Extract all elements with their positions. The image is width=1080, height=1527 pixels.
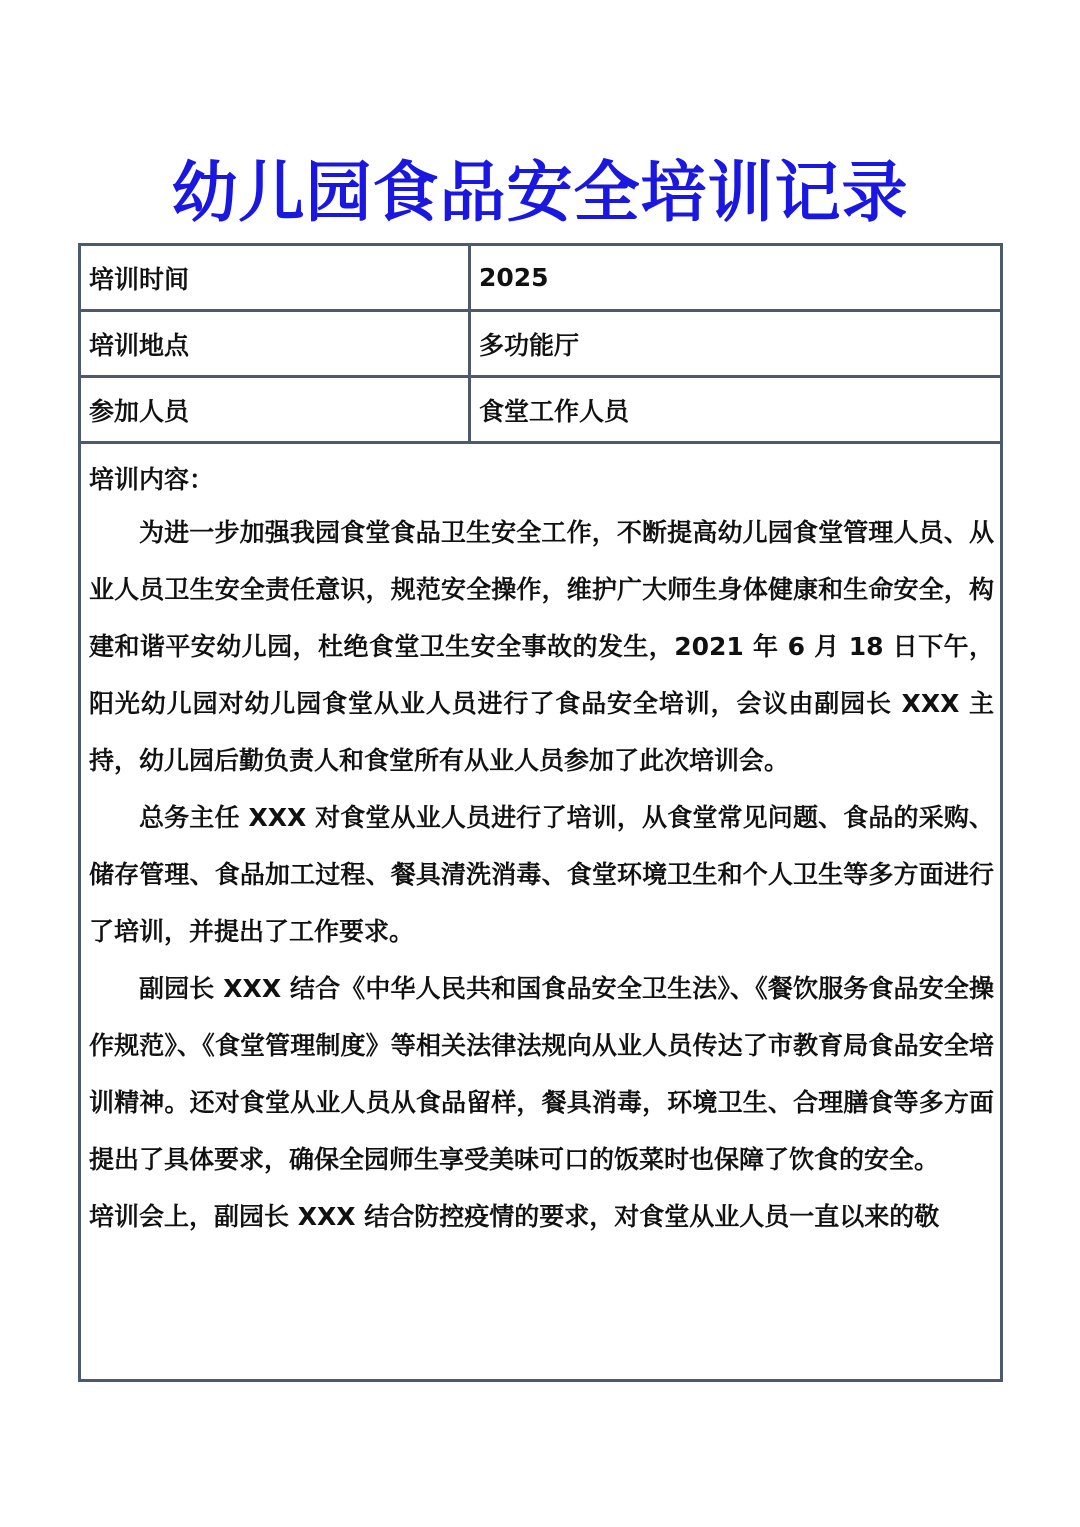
content-paragraph-4: 培训会上，副园长 XXX 结合防控疫情的要求，对食堂从业人员一直以来的敬 bbox=[89, 1202, 940, 1231]
training-content bbox=[81, 444, 1000, 1379]
content-paragraph-2: 总务主任 XXX 对食堂从业人员进行了培训，从食堂常见问题、食品的采购、储存管理、食品加工过程、餐具清洗消毒、食堂环境卫生和个人卫生等多方面进行了培训，并提出了工作要求。 bbox=[89, 803, 994, 946]
row-participants bbox=[81, 378, 1000, 444]
row-training-location bbox=[81, 312, 1000, 378]
value-training-time: 2025 bbox=[479, 263, 549, 292]
content-paragraph-1: 为进一步加强我园食堂食品卫生安全工作，不断提高幼儿园食堂管理人员、从业人员卫生安全责任意识，规范安全操作，维护广大师生身体健康和生命安全，构建和谐平安幼儿园，杜绝食堂卫生安全事故的发生，2021 年 6 月 18 日下午，阳光幼儿园对幼儿园食堂从业人员进行了食品安全培训，会议由副园长 XXX 主持，幼儿园后勤负责人和食堂所有从业人员参加了此次培训会。 bbox=[89, 518, 994, 775]
content-paragraph-3: 副园长 XXX 结合《中华人民共和国食品安全卫生法》、《餐饮服务食品安全操作规范》、《食堂管理制度》等相关法律法规向从业人员传达了市教育局食品安全培训精神。还对食堂从业人员从食品留样，餐具消毒，环境卫生、合理膳食等多方面提出了具体要求，确保全园师生享受美味可口的饭菜时也保障了饮食的安全。 bbox=[89, 974, 994, 1174]
row-training-time bbox=[81, 246, 1000, 312]
label-training-location: 培训地点 bbox=[81, 312, 471, 375]
page-title: 幼儿园食品安全培训记录 bbox=[171, 154, 909, 231]
value-participants: 食堂工作人员 bbox=[479, 396, 630, 426]
label-training-time: 培训时间 bbox=[81, 246, 471, 309]
training-content-heading: 培训内容： bbox=[89, 465, 215, 494]
value-training-location: 多功能厅 bbox=[479, 330, 580, 360]
label-participants: 参加人员 bbox=[81, 378, 471, 441]
training-record-table bbox=[78, 243, 1003, 1382]
